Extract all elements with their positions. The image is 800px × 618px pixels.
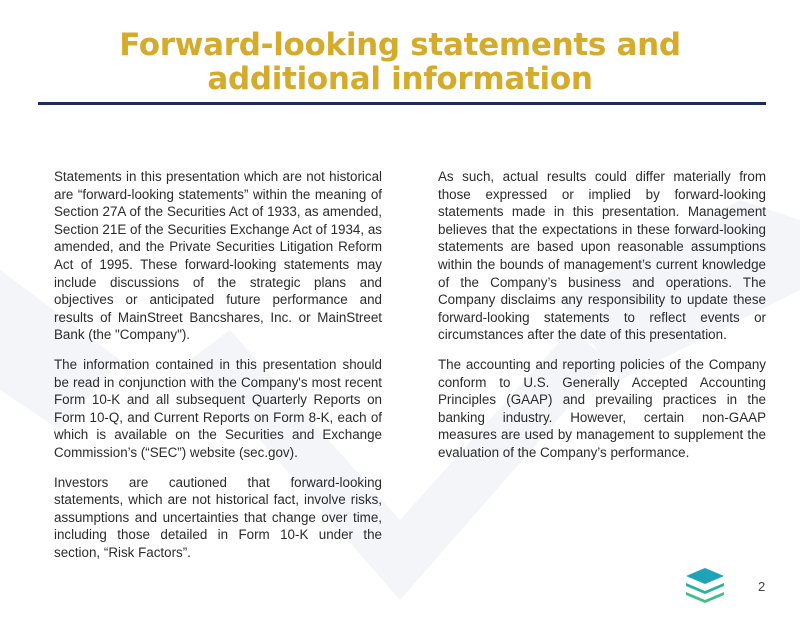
right-paragraph-2: The accounting and reporting policies of the Company conform to U.S. Generally Accepted Accounting Principles (GAAP) and prevailing practices in the banking industry. However, certain non-GAAP measures are used by management to supplement the evaluation of the Company’s performance. xyxy=(438,356,766,460)
right-paragraph-1: As such, actual results could differ materially from those expressed or implied by forward-looking statements made in this presentation. Management believes that the expectations in these forward-looking statements are based upon reasonable assumptions within the bounds of management’s current knowledge of the Company’s business and operations. The Company disclaims any responsibility to update these forward-looking statements to reflect events or circumstances after the date of this presentation. xyxy=(438,169,766,343)
stacked-layers-logo-icon xyxy=(684,566,726,606)
left-paragraph-3: Investors are cautioned that forward-looking statements, which are not historical fact, involve risks, assumptions and uncertainties that change over time, including those detailed in Form 10-K under the section, “Risk Factors”. xyxy=(54,474,382,560)
right-column xyxy=(438,168,766,474)
title-divider xyxy=(38,102,766,105)
page-title: Forward-looking statements and additional information xyxy=(119,27,681,97)
left-paragraph-1: Statements in this presentation which are not historical are “forward-looking statements” within the meaning of Section 27A of the Securities Act of 1933, as amended, Section 21E of the Securities Exchange Act of 1934, as amended, and the Private Securities Litigation Reform Act of 1995. These forward-looking statements may include discussions of the strategic plans and objectives or anticipated future performance and results of MainStreet Bancshares, Inc. or MainStreet Bank (the "Company"). xyxy=(54,169,382,343)
left-column xyxy=(54,168,382,573)
page-number: 2 xyxy=(758,579,766,594)
left-paragraph-2: The information contained in this presentation should be read in conjunction with the Company's most recent Form 10-K and all subsequent Quarterly Reports on Form 10-Q, and Current Reports on Form 8-K, each of which is available on the Securities and Exchange Commission’s (“SEC”) website (sec.gov). xyxy=(54,356,382,460)
